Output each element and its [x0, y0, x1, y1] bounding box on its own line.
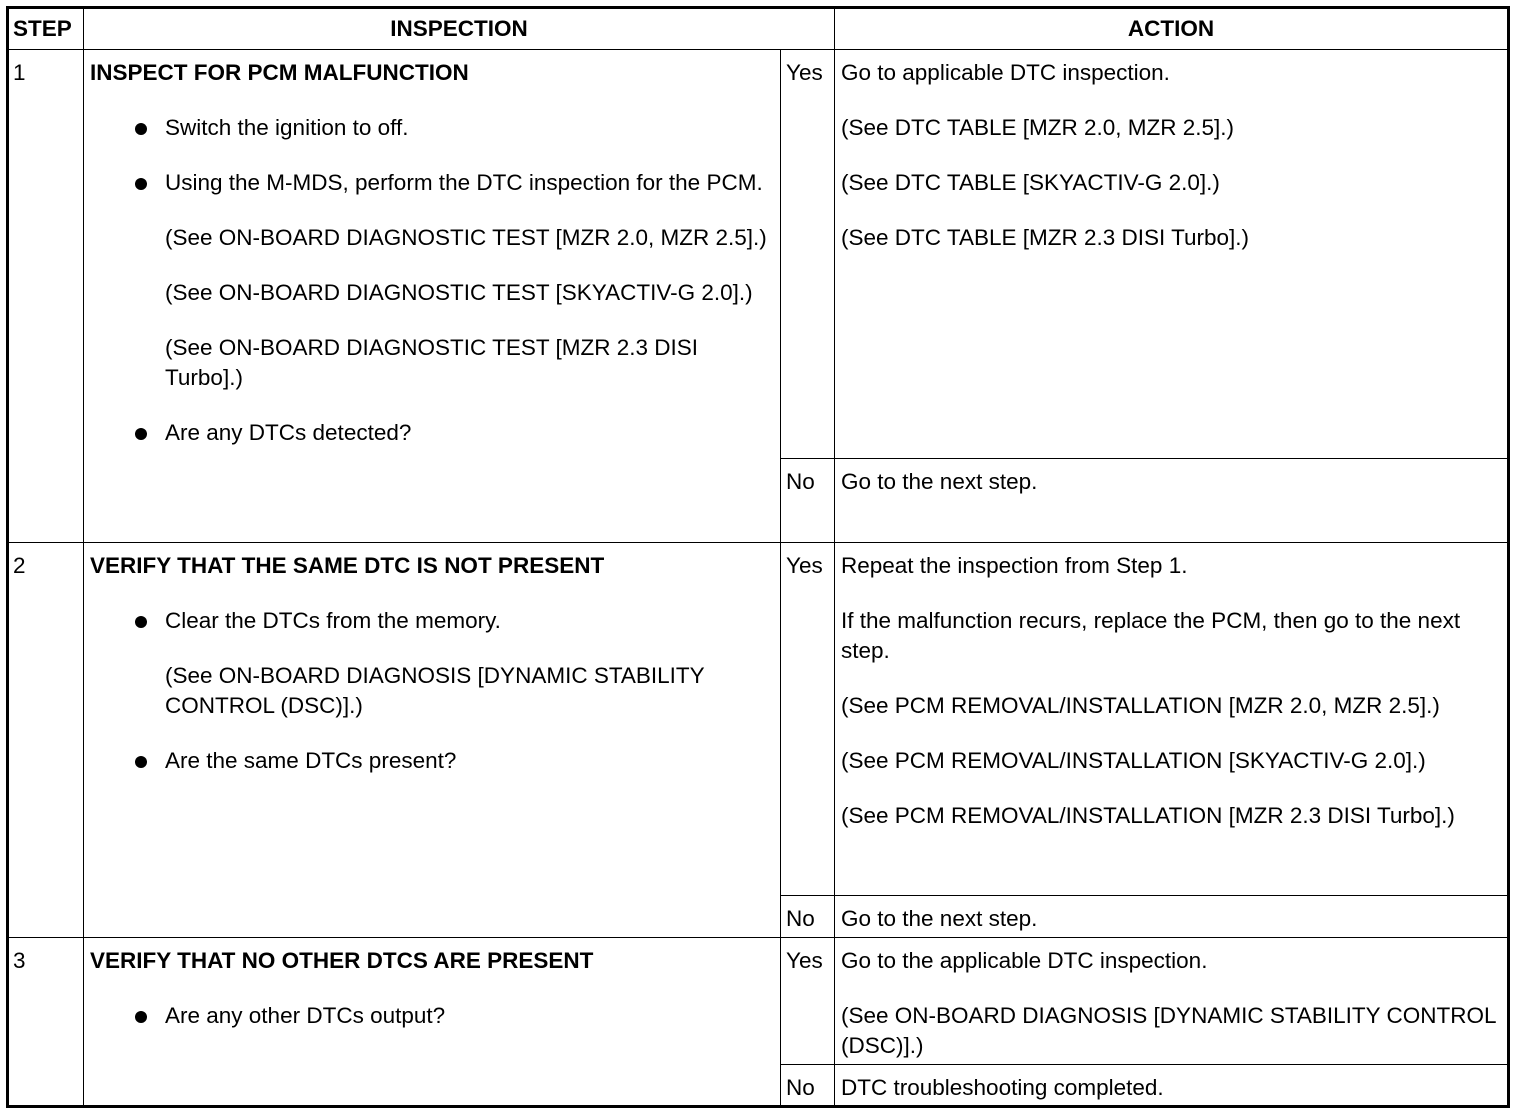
inspection-cell — [84, 50, 781, 543]
yes-label: Yes — [781, 938, 835, 1065]
bullet-item — [90, 168, 774, 198]
step-number: 1 — [8, 50, 84, 543]
step-number: 3 — [8, 938, 84, 1107]
no-action-cell — [835, 1065, 1509, 1107]
bullet-text: Are the same DTCs present? — [165, 748, 457, 773]
action-reference: (See DTC TABLE [MZR 2.3 DISI Turbo].) — [841, 225, 1250, 250]
no-action-cell — [835, 896, 1509, 938]
step-number: 2 — [8, 543, 84, 938]
yes-action-cell — [835, 50, 1509, 459]
yes-label: Yes — [781, 543, 835, 896]
reference-note: (See ON-BOARD DIAGNOSIS [DYNAMIC STABILITY CONTROL (DSC)].) — [165, 663, 705, 718]
dtc-inspection-table — [6, 6, 1510, 1108]
action-reference: (See PCM REMOVAL/INSTALLATION [MZR 2.3 DISI Turbo].) — [841, 803, 1455, 828]
action-text: Go to the next step. — [841, 906, 1038, 931]
bullet-text: Switch the ignition to off. — [165, 115, 409, 140]
inspection-column-header: INSPECTION — [84, 8, 835, 50]
header-row — [8, 8, 1509, 50]
bullet-item — [90, 606, 774, 636]
action-text: DTC troubleshooting completed. — [841, 1075, 1164, 1100]
step-row-yes — [8, 938, 1509, 1065]
action-reference: (See ON-BOARD DIAGNOSIS [DYNAMIC STABILITY CONTROL (DSC)].) — [841, 1003, 1496, 1058]
reference-note: (See ON-BOARD DIAGNOSTIC TEST [MZR 2.3 DISI Turbo].) — [165, 335, 699, 390]
bullet-dot-icon — [135, 123, 147, 135]
yes-label: Yes — [781, 50, 835, 459]
action-text: Go to the applicable DTC inspection. — [841, 948, 1208, 973]
no-label: No — [781, 1065, 835, 1107]
bullet-item — [90, 113, 774, 143]
action-reference: (See PCM REMOVAL/INSTALLATION [MZR 2.0, MZR 2.5].) — [841, 693, 1440, 718]
bullet-dot-icon — [135, 616, 147, 628]
step-row-yes — [8, 50, 1509, 459]
inspection-cell — [84, 543, 781, 938]
inspection-cell — [84, 938, 781, 1107]
bullet-text: Using the M-MDS, perform the DTC inspection for the PCM. — [165, 170, 763, 195]
reference-note: (See ON-BOARD DIAGNOSTIC TEST [MZR 2.0, MZR 2.5].) — [165, 225, 767, 250]
bullet-item — [90, 746, 774, 776]
no-action-cell — [835, 459, 1509, 543]
bullet-dot-icon — [135, 756, 147, 768]
bullet-item — [90, 418, 774, 448]
bullet-text: Are any DTCs detected? — [165, 420, 412, 445]
action-reference: (See PCM REMOVAL/INSTALLATION [SKYACTIV-G 2.0].) — [841, 748, 1426, 773]
action-reference: (See DTC TABLE [SKYACTIV-G 2.0].) — [841, 170, 1220, 195]
bullet-text: Clear the DTCs from the memory. — [165, 608, 501, 633]
action-column-header: ACTION — [835, 8, 1509, 50]
yes-action-cell — [835, 938, 1509, 1065]
reference-note: (See ON-BOARD DIAGNOSTIC TEST [SKYACTIV-G 2.0].) — [165, 280, 753, 305]
action-text: If the malfunction recurs, replace the PCM, then go to the next step. — [841, 608, 1461, 663]
bullet-dot-icon — [135, 178, 147, 190]
bullet-text: Are any other DTCs output? — [165, 1003, 446, 1028]
action-text: Go to the next step. — [841, 469, 1038, 494]
inspection-title: VERIFY THAT THE SAME DTC IS NOT PRESENT — [90, 553, 605, 578]
bullet-dot-icon — [135, 1011, 147, 1023]
inspection-title: VERIFY THAT NO OTHER DTCS ARE PRESENT — [90, 948, 594, 973]
step-row-yes — [8, 543, 1509, 896]
action-reference: (See DTC TABLE [MZR 2.0, MZR 2.5].) — [841, 115, 1235, 140]
action-text: Go to applicable DTC inspection. — [841, 60, 1170, 85]
bullet-item — [90, 1001, 774, 1031]
bullet-dot-icon — [135, 428, 147, 440]
action-text: Repeat the inspection from Step 1. — [841, 553, 1188, 578]
no-label: No — [781, 896, 835, 938]
yes-action-cell — [835, 543, 1509, 896]
step-column-header: STEP — [8, 8, 84, 50]
no-label: No — [781, 459, 835, 543]
inspection-title: INSPECT FOR PCM MALFUNCTION — [90, 60, 469, 85]
